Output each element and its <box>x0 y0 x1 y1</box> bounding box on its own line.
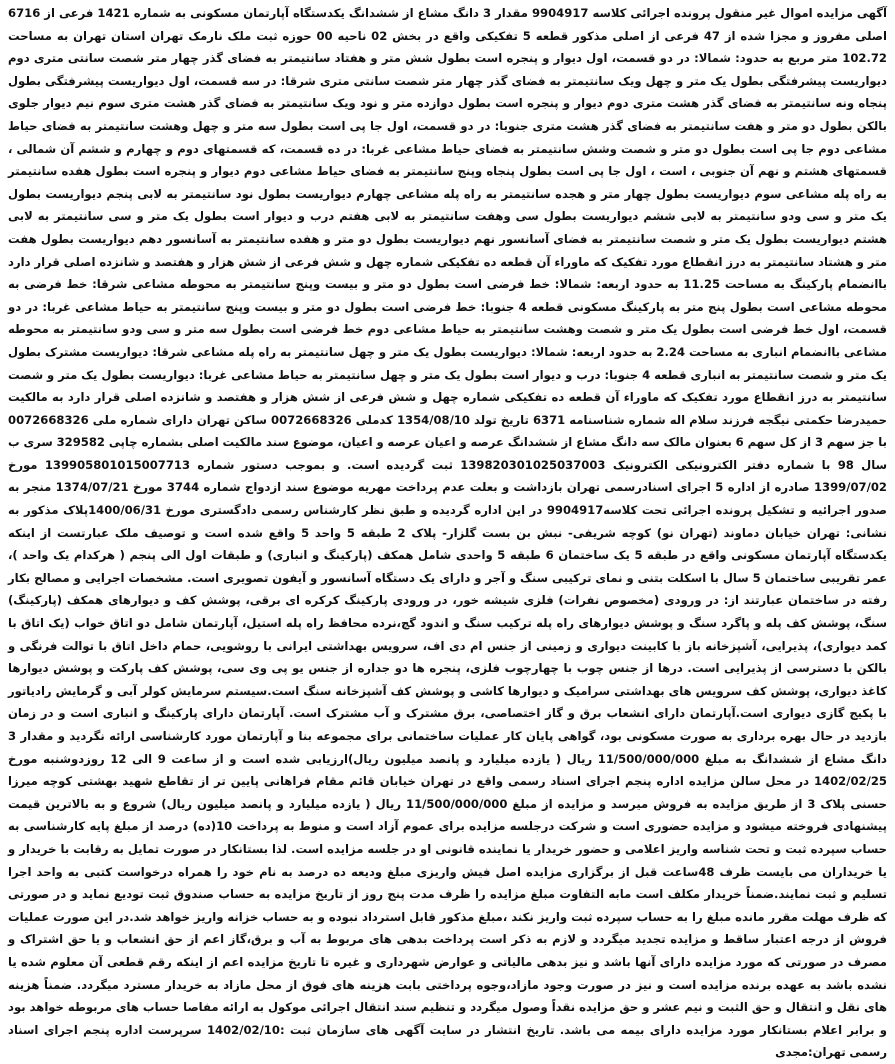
auction-notice-text: آگهی مزایده اموال غیر منقول پرونده اجرائی کلاسه 9904917 مقدار 3 دانگ مشاع از ششدانگ یکدستگاه آپارتمان مسکونی به شماره 1421 فرعی از 6716 اصلی مفروز و مجزا شده از 47 فرعی از اصلی مذکور قطعه 5 تفکیکی واقع در بخش 02 ناحیه 00 حوزه ثبت ملک نارمک تهران استان تهران به مساحت 102.72 متر مربع به حدود: شمالا: در دو قسمت، اول دیوار و پنجره است بطول شش متر و هفتاد سانتیمتر به فضای گذر چهار متر شصت سانتی متری دوم دیواریست پیشرفتگی بطول یک متر و چهل ویک سانتیمتر به فضای گذر چهار متر شصت سانتی متری شرقا: در سه قسمت، اول دیواریست پیشرفتگی بطول پنجاه ونه سانتیمتر به فضای گذر هشت متری دوم دیوار و پنجره است بطول دوازده متر و نود ویک سانتیمتر به فضای گذر هشت متری سوم نیم دیوار جلوی بالکن بطول دو متر و هفت سانتیمتر به فضای گذر هشت متری جنوبا: در دو قسمت، اول جا پی است بطول سه متر و چهل وهشت سانتیمتر به فضای حیاط مشاعی دوم جا پی است بطول دو متر و شصت وشش سانتیمتر به فضای حیاط مشاعی غربا: در ده قسمت، که قسمتهای دوم و چهارم و ششم آن شمالی ، قسمتهای هشتم و نهم آن جنوبی ، است ، اول جا پی است بطول پنجاه وپنج سانتیمتر به فضای حیاط مشاعی دوم دیوار و پنجره است بطول هفده سانتیمتر به راه پله مشاعی سوم دیواریست بطول چهار متر و هجده سانتیمتر به راه پله مشاعی چهارم دیواریست بطول نود سانتیمتر به لابی پنجم دیواریست بطول یک متر و سی ودو سانتیمتر به لابی ششم دیواریست بطول سی وهفت سانتیمتر به لابی هفتم درب و دیوار است بطول یک متر و سی سانتیمتر به لابی هشتم دیواریست بطول یک متر و شصت سانتیمتر به فضای آسانسور نهم دیواریست بطول دو متر و هفده سانتیمتر به آسانسور دهم دیواریست بطول هفت متر و هشتاد سانتیمتر به درز انقطاع مورد تفکیک که ماوراء آن قطعه ده تفکیکی شماره چهل و شش فرعی از شش هزار و هفتصد و شانزده اصلی قرار دارد باانضمام پارکینگ به مساحت 11.25 به حدود اربعه: شمالا: خط فرضی است بطول دو متر و بیست وپنج سانتیمتر به محوطه مشاعی شرقا: خط فرضی به محوطه مشاعی است بطول پنج متر به پارکینگ مسکونی قطعه 4 جنوبا: خط فرضی است بطول دو متر و بیست وپنج سانتیمتر به حیاط مشاعی غربا: در دو قسمت، اول خط فرضی است بطول یک متر و شصت وهشت سانتیمتر به حیاط مشاعی دوم خط فرضی است بطول سه متر و سی ودو سانتیمتر به محوطه مشاعی باانضمام انباری به مساحت 2.24 به حدود اربعه: شمالا: دیواریست بطول یک متر و چهل سانتیمتر به راه پله مشاعی شرقا: دیواریست مشترک بطول یک متر و شصت سانتیمتر به انباری قطعه 4 جنوبا: درب و دیوار است بطول یک متر و چهل سانتیمتر به حیاط مشاعی غربا: دیواریست بطول یک متر و شصت سانتیمتر به درز انقطاع مورد تفکیک که ماوراء آن قطعه ده تفکیکی شماره چهل و شش فرعی از شش هزار و هفتصد و شانزده اصلی قرار دارد به مالکیت حمیدرضا حکمتی نیگجه فرزند سلام اله شماره شناسنامه 6371 تاریخ تولد 1354/08/10 کدملی 0072668326 ساکن تهران دارای شماره ملی 0072668326 با جز سهم 3 از کل سهم 6 بعنوان مالک سه دانگ مشاع از ششدانگ عرصه و اعیان عرصه و اعیان، موضوع سند مالکیت اصلی بشماره چاپی 329582 سری ب سال 98 با شماره دفتر الکترونیکی الکترونیک 139820301025037003 ثبت گردیده است. و بموجب دستور شماره 139905801015007713 مورخ 1399/07/02 صادره از اداره 5 اجرای اسنادرسمی تهران بازداشت و بعلت عدم پرداخت مهریه موضوع سند ازدواج شماره 3744 مورخ 1374/07/21 منجر به صدور اجرائیه و تشکیل پرونده اجرائی تحت کلاسه9904917 در این اداره گردیده و طبق نظر کارشناس رسمی دادگستری مورخ 1400/06/31پلاک مذکور به نشانی: تهران خیابان دماوند (تهران نو) کوچه شریفی- نبش بن بست گلزار- پلاک 2 طبقه 5 واحد 5 واقع شده است و توصیف ملک عبارتست از اینکه یکدستگاه آپارتمان مسکونی واقع در طبقه 5 یک ساختمان 6 طبقه 5 واحدی شامل همکف (پارکینگ و انباری) و طبقات اول الی پنجم ( هرکدام یک واحد )، عمر تقریبی ساختمان 5 سال با اسکلت بتنی و نمای ترکیبی سنگ و آجر و دارای یک دستگاه آسانسور و آیفون تصویری است. مشخصات اجرایی و مصالح بکار رفته در ساختمان عبارتند از: در ورودی (مخصوص نفرات) فلزی شیشه خور، در ورودی پارکینگ کرکره ای برقی، پوشش کف و دیوارهای همکف (پارکینگ) سنگ، پوشش کف پله و پاگرد سنگ و پوشش دیوارهای راه پله ترکیب سنگ و اندود گچ،نرده محافظ راه پله استیل، آپارتمان شامل دو اتاق خواب (یک اتاق با کمد دیواری)، پذیرایی، آشپزخانه باز با کابینت دیواری و زمینی از جنس ام دی اف، سرویس بهداشتی ایرانی با روشویی، حمام داخل اتاق با توالت فرنگی و بالکن با دسترسی از پذیرایی است. درها از جنس چوب با چهارچوب فلزی، پنجره ها دو جداره از جنس یو پی وی سی، پوشش کف پارکت و پوشش دیوارها کاغذ دیواری، پوشش کف سرویس های بهداشتی سرامیک و دیوارها کاشی و پوشش کف آشپزخانه سنگ است.سیستم سرمایش کولر آبی و گرمایش رادیاتور با پکیج گازی دیواری است.آپارتمان دارای انشعاب برق و گاز اختصاصی، برق مشترک و آب مشترک است. آپارتمان دارای پارکینگ و انباری است و در زمان بازدید در حال بهره برداری به صورت مسکونی بود، گواهی پایان کار عملیات ساختمانی برای مجموعه بنا و آپارتمان مورد کارشناسی ارائه نگردید و مقدار 3 دانگ مشاع از ششدانگ به مبلغ 11/500/000/000 ریال ( یازده میلیارد و پانصد میلیون ریال)ارزیابی شده است و از ساعت 9 الی 12 روزدوشنبه مورخ 1402/02/25 در محل سالن مزایده اداره پنجم اجرای اسناد رسمی واقع در تهران خیابان قائم مقام فراهانی پایین تر از تقاطع شهید بهشتی کوچه میرزا حسنی پلاک 3 از طریق مزایده به فروش میرسد و مزایده از مبلغ 11/500/000/000 ریال ( یازده میلیارد و پانصد میلیون ریال) شروع و به بالاترین قیمت پیشنهادی فروخته میشود و مزایده حضوری است و شرکت درجلسه مزایده برای عموم آزاد است و منوط به پرداخت 10(ده) درصد از مبلغ پایه کارشناسی به حساب سپرده ثبت و تحت شناسه واریز اعلامی و حضور خریدار یا نماینده قانونی او در جلسه مزایده است. لذا بستانکار در صورت تمایل به رقابت با خریدار و یا خریداران می بایست ظرف 48ساعت قبل از برگزاری مزایده اصل فیش واریزی مبلغ ودیعه ده درصد به نام خود را همراه درخواست کتبی به واحد اجرا تسلیم و ثبت نمایند.ضمناً خریدار مکلف است مابه التفاوت مبلغ مزایده را ظرف مدت پنج روز از تاریخ مزایده به حساب صندوق ثبت تودیع نماید و در صورتی که ظرف مهلت مقرر مانده مبلغ را به حساب سپرده ثبت واریز نکند ،مبلغ مذکور قابل استرداد نبوده و به حساب خزانه واریز خواهد شد.در این صورت عملیات فروش از درجه اعتبار ساقط و مزایده تجدید میگردد و لازم به ذکر است پرداخت بدهی های مربوط به آب و برق،گاز اعم از حق انشعاب و یا حق اشتراک و مصرف در صورتی که مورد مزایده دارای آنها باشد و نیز بدهی مالیاتی و عوارض شهرداری و غیره تا تاریخ مزایده اعم از اینکه رقم قطعی آن معلوم شده یا نشده باشد به عهده برنده مزایده است و نیز در صورت وجود مازاد،وجوه پرداختی بابت هزینه های فوق از محل مازاد به خریدار مسترد میگردد. ضمناً هزینه های نقل و انتقال و حق الثبت و نیم عشر و حق مزایده نقداً وصول میگردد و تنظیم سند انتقال اجرائی موکول به ارائه مفاصا حساب های مربوطه خواهد بود و برابر اعلام بستانکار مورد مزایده دارای بیمه می باشد. تاریخ انتشار در سایت آگهی های سازمان ثبت :1402/02/10 سرپرست اداره پنجم اجرای اسناد رسمی تهران:مجدی <box>8 6 888 1060</box>
